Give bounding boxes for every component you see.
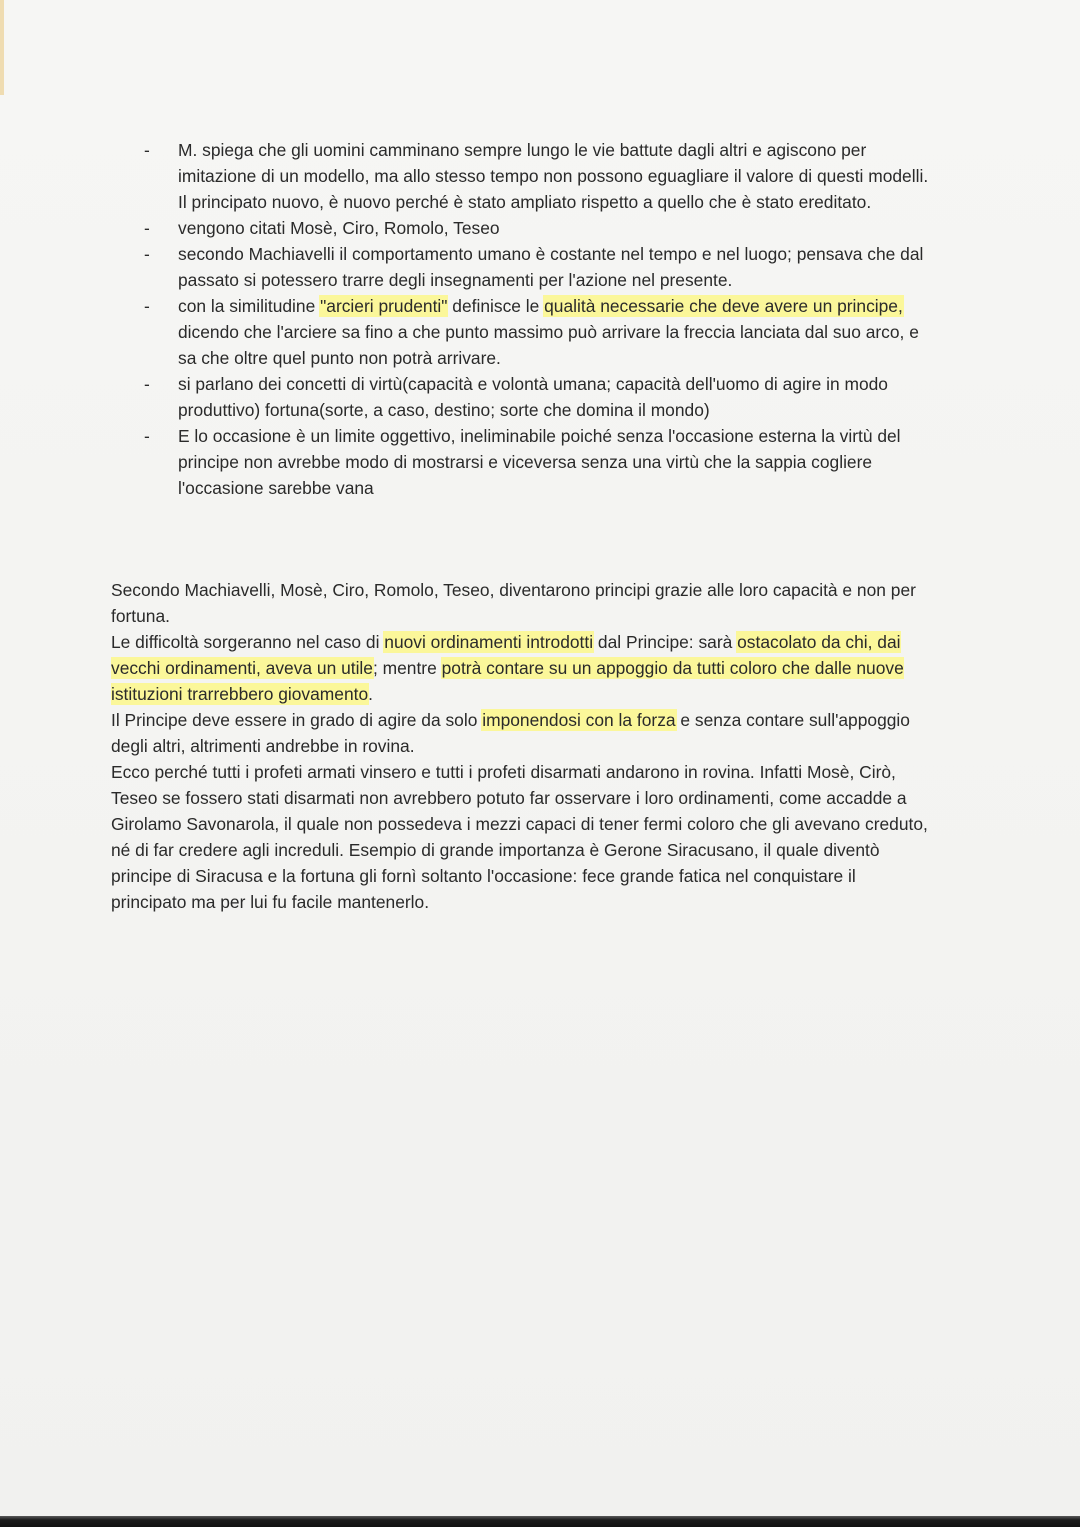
text-segment: dal Principe: sarà xyxy=(593,632,738,652)
paragraph: Secondo Machiavelli, Mosè, Ciro, Romolo, Teseo, diventarono principi grazie alle loro capacità e non per fortuna. xyxy=(111,580,916,626)
highlighted-text: nuovi ordinamenti introdotti xyxy=(384,632,594,652)
paragraph: Ecco perché tutti i profeti armati vinsero e tutti i profeti disarmati andarono in rovina. Infatti Mosè, Cirò, Teseo se fossero stati disarmati non avrebbero potuto far osservare i loro ordinamenti, come accadde a Girolamo Savonarola, il quale non possedeva i mezzi capaci di tener fermi coloro che gli avevano creduto, né di far credere agli increduli. Esempio di grande importanza è Gerone Siracusano, il quale diventò principe di Siracusa e la fortuna gli fornì soltanto l'occasione: fece grande fatica nel conquistare il principato ma per lui fu facile mantenerlo. xyxy=(111,762,928,912)
text-segment: dicendo che l'arciere sa fino a che punto massimo può arrivare la freccia lanciata dal suo arco, e sa che oltre quel punto non potrà arrivare. xyxy=(178,322,919,368)
list-item: - secondo Machiavelli il comportamento umano è costante nel tempo e nel luogo; pensava che dal passato si potessero trarre degli insegnamenti per l'azione nel presente. xyxy=(178,241,938,293)
paragraph xyxy=(111,707,931,759)
highlighted-text: potrà contare su un appoggio da tutti coloro che dalle nuove istituzioni trarrebbero giovamento xyxy=(111,658,904,704)
paragraph xyxy=(111,629,931,707)
list-item: - E lo occasione è un limite oggettivo, ineliminabile poiché senza l'occasione esterna la virtù del principe non avrebbe modo di mostrarsi e viceversa senza una virtù che la sappia cogliere l'occasione sarebbe vana xyxy=(178,423,938,501)
text-segment: con la similitudine xyxy=(178,296,321,316)
text-segment: ; mentre xyxy=(372,658,442,678)
scan-bottom-edge xyxy=(0,1516,1080,1527)
list-item: - vengono citati Mosè, Ciro, Romolo, Teseo xyxy=(178,215,938,241)
list-item xyxy=(178,293,938,371)
list-item: - M. spiega che gli uomini camminano sempre lungo le vie battute dagli altri e agiscono per imitazione di un modello, ma allo stesso tempo non possono eguagliare il valore di questi modelli. Il principato nuovo, è nuovo perché è stato ampliato rispetto a quello che è stato ereditato. xyxy=(178,137,938,215)
highlighted-text: "arcieri prudenti" xyxy=(320,296,448,316)
text-segment: . xyxy=(368,684,373,704)
list-item: - si parlano dei concetti di virtù(capacità e volontà umana; capacità dell'uomo di agire in modo produttivo) fortuna(sorte, a caso, destino; sorte che domina il mondo) xyxy=(178,371,938,423)
highlighted-text: imponendosi con la forza xyxy=(482,710,676,730)
text-segment: Le difficoltà sorgeranno nel caso di xyxy=(111,632,385,652)
scan-edge-mark xyxy=(0,0,4,95)
text-segment: Il Principe deve essere in grado di agire da solo xyxy=(111,710,483,730)
highlighted-text: qualità necessarie che deve avere un principe, xyxy=(544,296,903,316)
text-segment: definisce le xyxy=(447,296,545,316)
highlighted-text: ostacolato da chi, dai vecchi ordinamenti, aveva un utile xyxy=(111,632,901,678)
bullet-list xyxy=(178,137,938,501)
text-segment: e senza contare sull'appoggio degli altri, altrimenti andrebbe in rovina. xyxy=(111,710,910,756)
body-paragraphs xyxy=(111,577,931,915)
